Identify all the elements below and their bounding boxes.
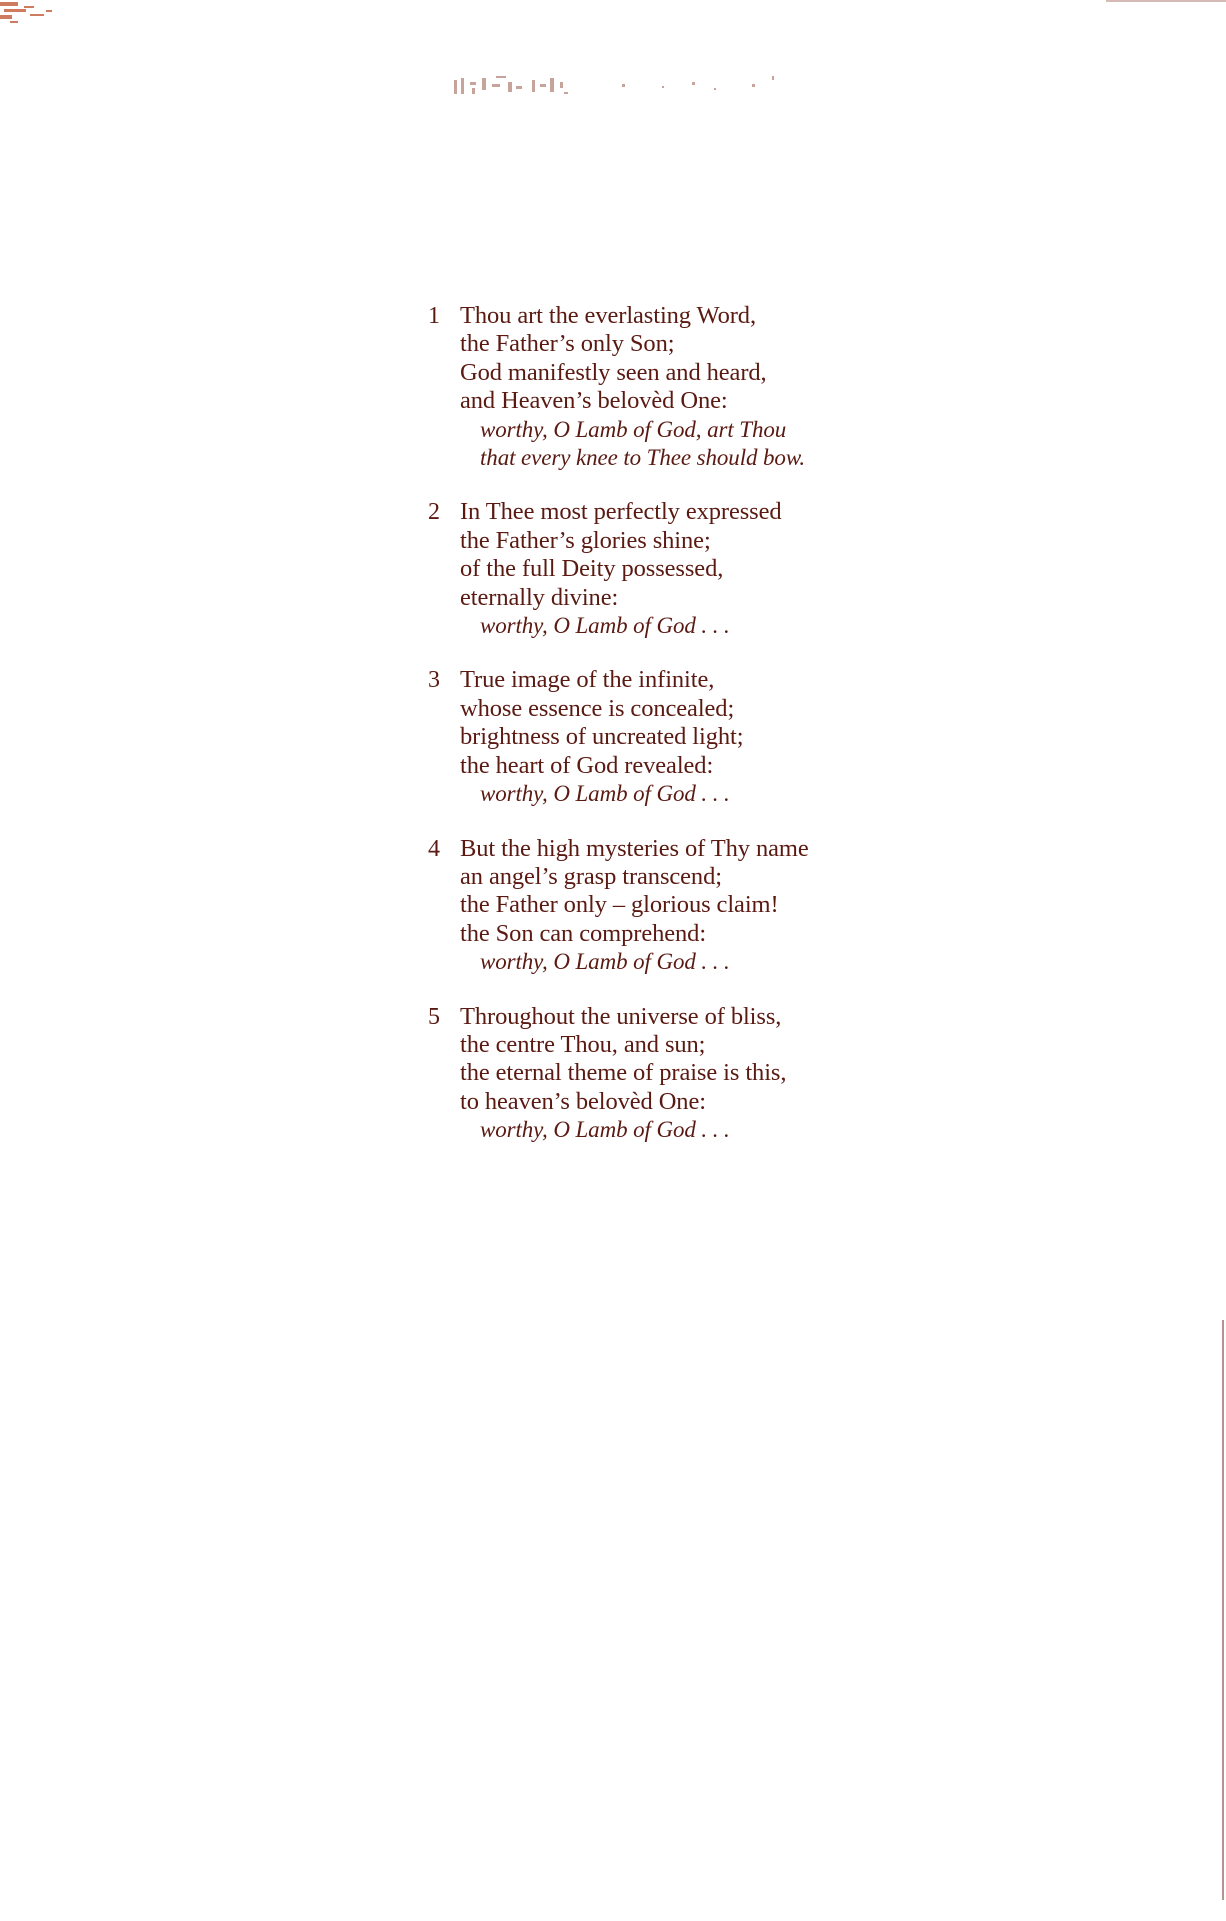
verse-5 <box>420 1003 940 1145</box>
verse-1 <box>420 302 940 472</box>
refrain-line: worthy, O Lamb of God, art Thou <box>480 416 787 442</box>
verse-line: the centre Thou, and sun; <box>460 1030 706 1058</box>
verse-line: and Heaven’s belovèd One: <box>460 387 728 415</box>
verse-line: But the high mysteries of Thy name <box>460 834 809 862</box>
verse-number: 4 <box>428 835 440 862</box>
verse-line: eternally divine: <box>460 583 619 611</box>
verse-line: God manifestly seen and heard, <box>460 358 767 386</box>
verse-number: 3 <box>428 667 440 694</box>
refrain-line: worthy, O Lamb of God . . . <box>480 1117 730 1143</box>
hymn-text <box>420 302 940 1171</box>
scan-edge-shadow <box>1222 1320 1224 1900</box>
verse-line: In Thee most perfectly expressed <box>460 498 782 526</box>
verse-line: the Son can comprehend: <box>460 919 707 947</box>
verse-line: an angel’s grasp transcend; <box>460 862 722 890</box>
verse-line: to heaven’s belovèd One: <box>460 1087 706 1115</box>
verse-line: the Father’s only Son; <box>460 330 675 358</box>
verse-line: Thou art the everlasting Word, <box>460 302 756 329</box>
verse-line: the eternal theme of praise is this, <box>460 1059 787 1087</box>
faded-header-marks <box>452 66 832 106</box>
refrain-line: that every knee to Thee should bow. <box>480 445 806 471</box>
verse-number: 5 <box>428 1003 440 1030</box>
verse-2 <box>420 498 940 640</box>
verse-number: 2 <box>428 499 440 526</box>
refrain-line: worthy, O Lamb of God . . . <box>480 613 730 639</box>
verse-line: the Father’s glories shine; <box>460 526 711 554</box>
verse-line: whose essence is concealed; <box>460 694 735 722</box>
verse-number: 1 <box>428 303 440 329</box>
refrain-line: worthy, O Lamb of God . . . <box>480 949 730 975</box>
scan-smudge <box>0 0 64 26</box>
verse-3 <box>420 666 940 808</box>
verse-line: of the full Deity possessed, <box>460 555 724 583</box>
verse-line: Throughout the universe of bliss, <box>460 1002 782 1030</box>
verse-line: the Father only – glorious claim! <box>460 891 779 919</box>
verse-line: True image of the infinite, <box>460 666 715 694</box>
verse-4 <box>420 835 940 977</box>
refrain-line: worthy, O Lamb of God . . . <box>480 781 730 807</box>
scan-edge-line <box>1106 0 1226 2</box>
verse-line: the heart of God revealed: <box>460 751 714 779</box>
verse-line: brightness of uncreated light; <box>460 723 744 751</box>
